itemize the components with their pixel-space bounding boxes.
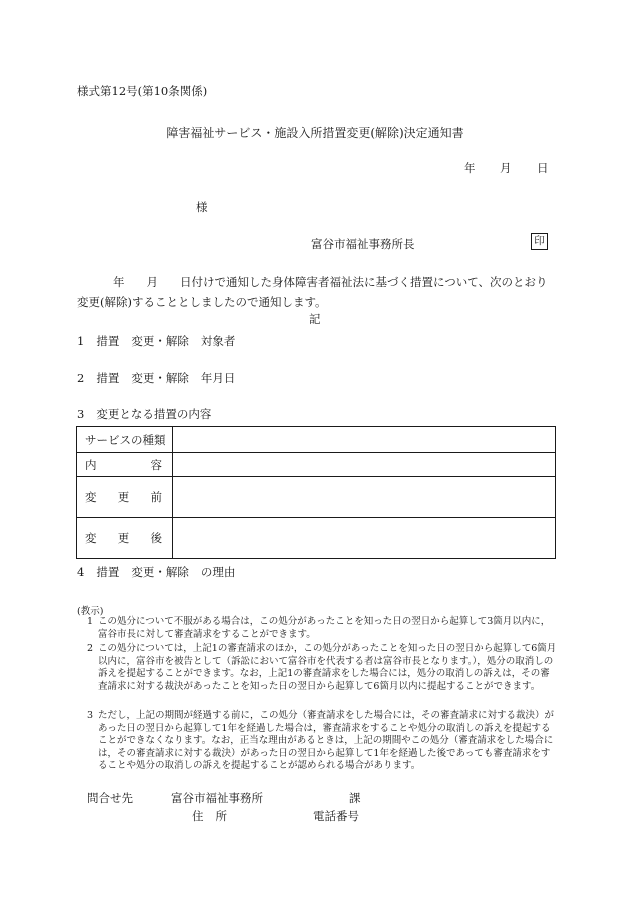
table-row <box>77 453 556 477</box>
item-4-reason: の理由 <box>200 565 236 579</box>
instructions-heading: (教示) <box>77 606 104 617</box>
instruction-3-number: 3 <box>87 710 94 721</box>
instruction-1-number: 1 <box>87 616 94 627</box>
measure-table <box>76 426 556 559</box>
instruction-item-2 <box>77 643 557 693</box>
instruction-3-text: ただし，上記の期間が経過する前に，この処分（審査請求をした場合には，その審査請求に対する裁決）があった日の翌日から起算して1年を経過した場合は，審査請求をすることや処分の取消しの訴えを提起することができなくなります。なお，正当な理由があるときは，上記の期間やこの処分（審査請求をした場合には，その審査請求に対する裁決）があった日の翌日から起算して1年を経過した後であっても審査請求をすることや処分の取消しの訴えを提起することが認められる場合があります。 <box>98 710 555 772</box>
date-month-label: 月 <box>500 161 512 175</box>
document-title: 障害福祉サービス・施設入所措置変更(解除)決定通知書 <box>166 126 464 140</box>
issuer-office: 富谷市福祉事務所長 <box>311 237 415 251</box>
item-2-date: 年月日 <box>200 371 236 385</box>
item-1 <box>77 333 235 349</box>
item-1-subject: 対象者 <box>200 334 236 348</box>
notice-month: 月 <box>146 275 158 289</box>
instruction-item-3 <box>77 710 557 773</box>
item-2-sochi: 措置 <box>96 371 120 385</box>
table-row <box>77 477 556 518</box>
instruction-2-text: この処分については，上記1の審査請求のほか，この処分があったことを知った日の翌日から起算して6箇月以内に，富谷市を被告として（訴訟において富谷市を代表する者は富谷市長となります。），処分の取消しの訴えを提起することができます。なお，上記1の審査請求をした場合には，処分の取消しの訴えは，その審査請求に対する裁決があったことを知った日の翌日から起算して6箇月以内に提起することができます。 <box>98 643 557 692</box>
table-row <box>77 518 556 559</box>
ki-heading: 記 <box>309 312 321 326</box>
item-4-number: 4 <box>77 565 85 579</box>
after-value <box>173 518 556 559</box>
recipient-honorific: 様 <box>196 200 208 214</box>
service-type-label: サービスの種類 <box>77 427 173 453</box>
before-label: 変 更 前 <box>77 477 173 518</box>
item-4 <box>77 564 235 580</box>
before-value <box>173 477 556 518</box>
item-4-sochi: 措置 <box>96 565 120 579</box>
item-3 <box>77 406 211 422</box>
item-3-number: 3 <box>77 407 85 421</box>
contact-label: 問合せ先 <box>87 791 133 805</box>
item-2 <box>77 370 235 386</box>
contact-phone-label: 電話番号 <box>313 809 359 823</box>
content-label: 内 容 <box>77 453 173 477</box>
item-1-sochi: 措置 <box>96 334 120 348</box>
instruction-item-1 <box>77 616 557 641</box>
after-label: 変 更 後 <box>77 518 173 559</box>
item-1-change: 変更・解除 <box>131 334 189 348</box>
content-value <box>173 453 556 477</box>
table-row <box>77 427 556 453</box>
notice-body: 日付けで通知した身体障害者福祉法に基づく措置について、次のとおり変更(解除)することとしましたので通知します。 <box>77 275 548 309</box>
contact-office: 富谷市福祉事務所 <box>171 791 263 805</box>
date-day-label: 日 <box>537 161 549 175</box>
item-3-heading: 変更となる措置の内容 <box>96 407 212 421</box>
item-2-number: 2 <box>77 371 85 385</box>
instruction-1-text: この処分について不服がある場合は，この処分があったことを知った日の翌日から起算して3箇月以内に，富谷市長に対して審査請求をすることができます。 <box>98 616 551 640</box>
contact-section: 課 <box>349 791 361 805</box>
seal-mark: 印 <box>531 233 548 250</box>
form-number: 様式第12号(第10条関係) <box>77 84 208 98</box>
date-year-label: 年 <box>464 161 476 175</box>
service-type-value <box>173 427 556 453</box>
item-4-change: 変更・解除 <box>131 565 189 579</box>
item-1-number: 1 <box>77 334 85 348</box>
notice-paragraph <box>77 272 555 312</box>
item-2-change: 変更・解除 <box>131 371 189 385</box>
contact-address-label: 住 所 <box>192 809 227 823</box>
notice-year: 年 <box>113 275 125 289</box>
instruction-2-number: 2 <box>87 643 94 654</box>
